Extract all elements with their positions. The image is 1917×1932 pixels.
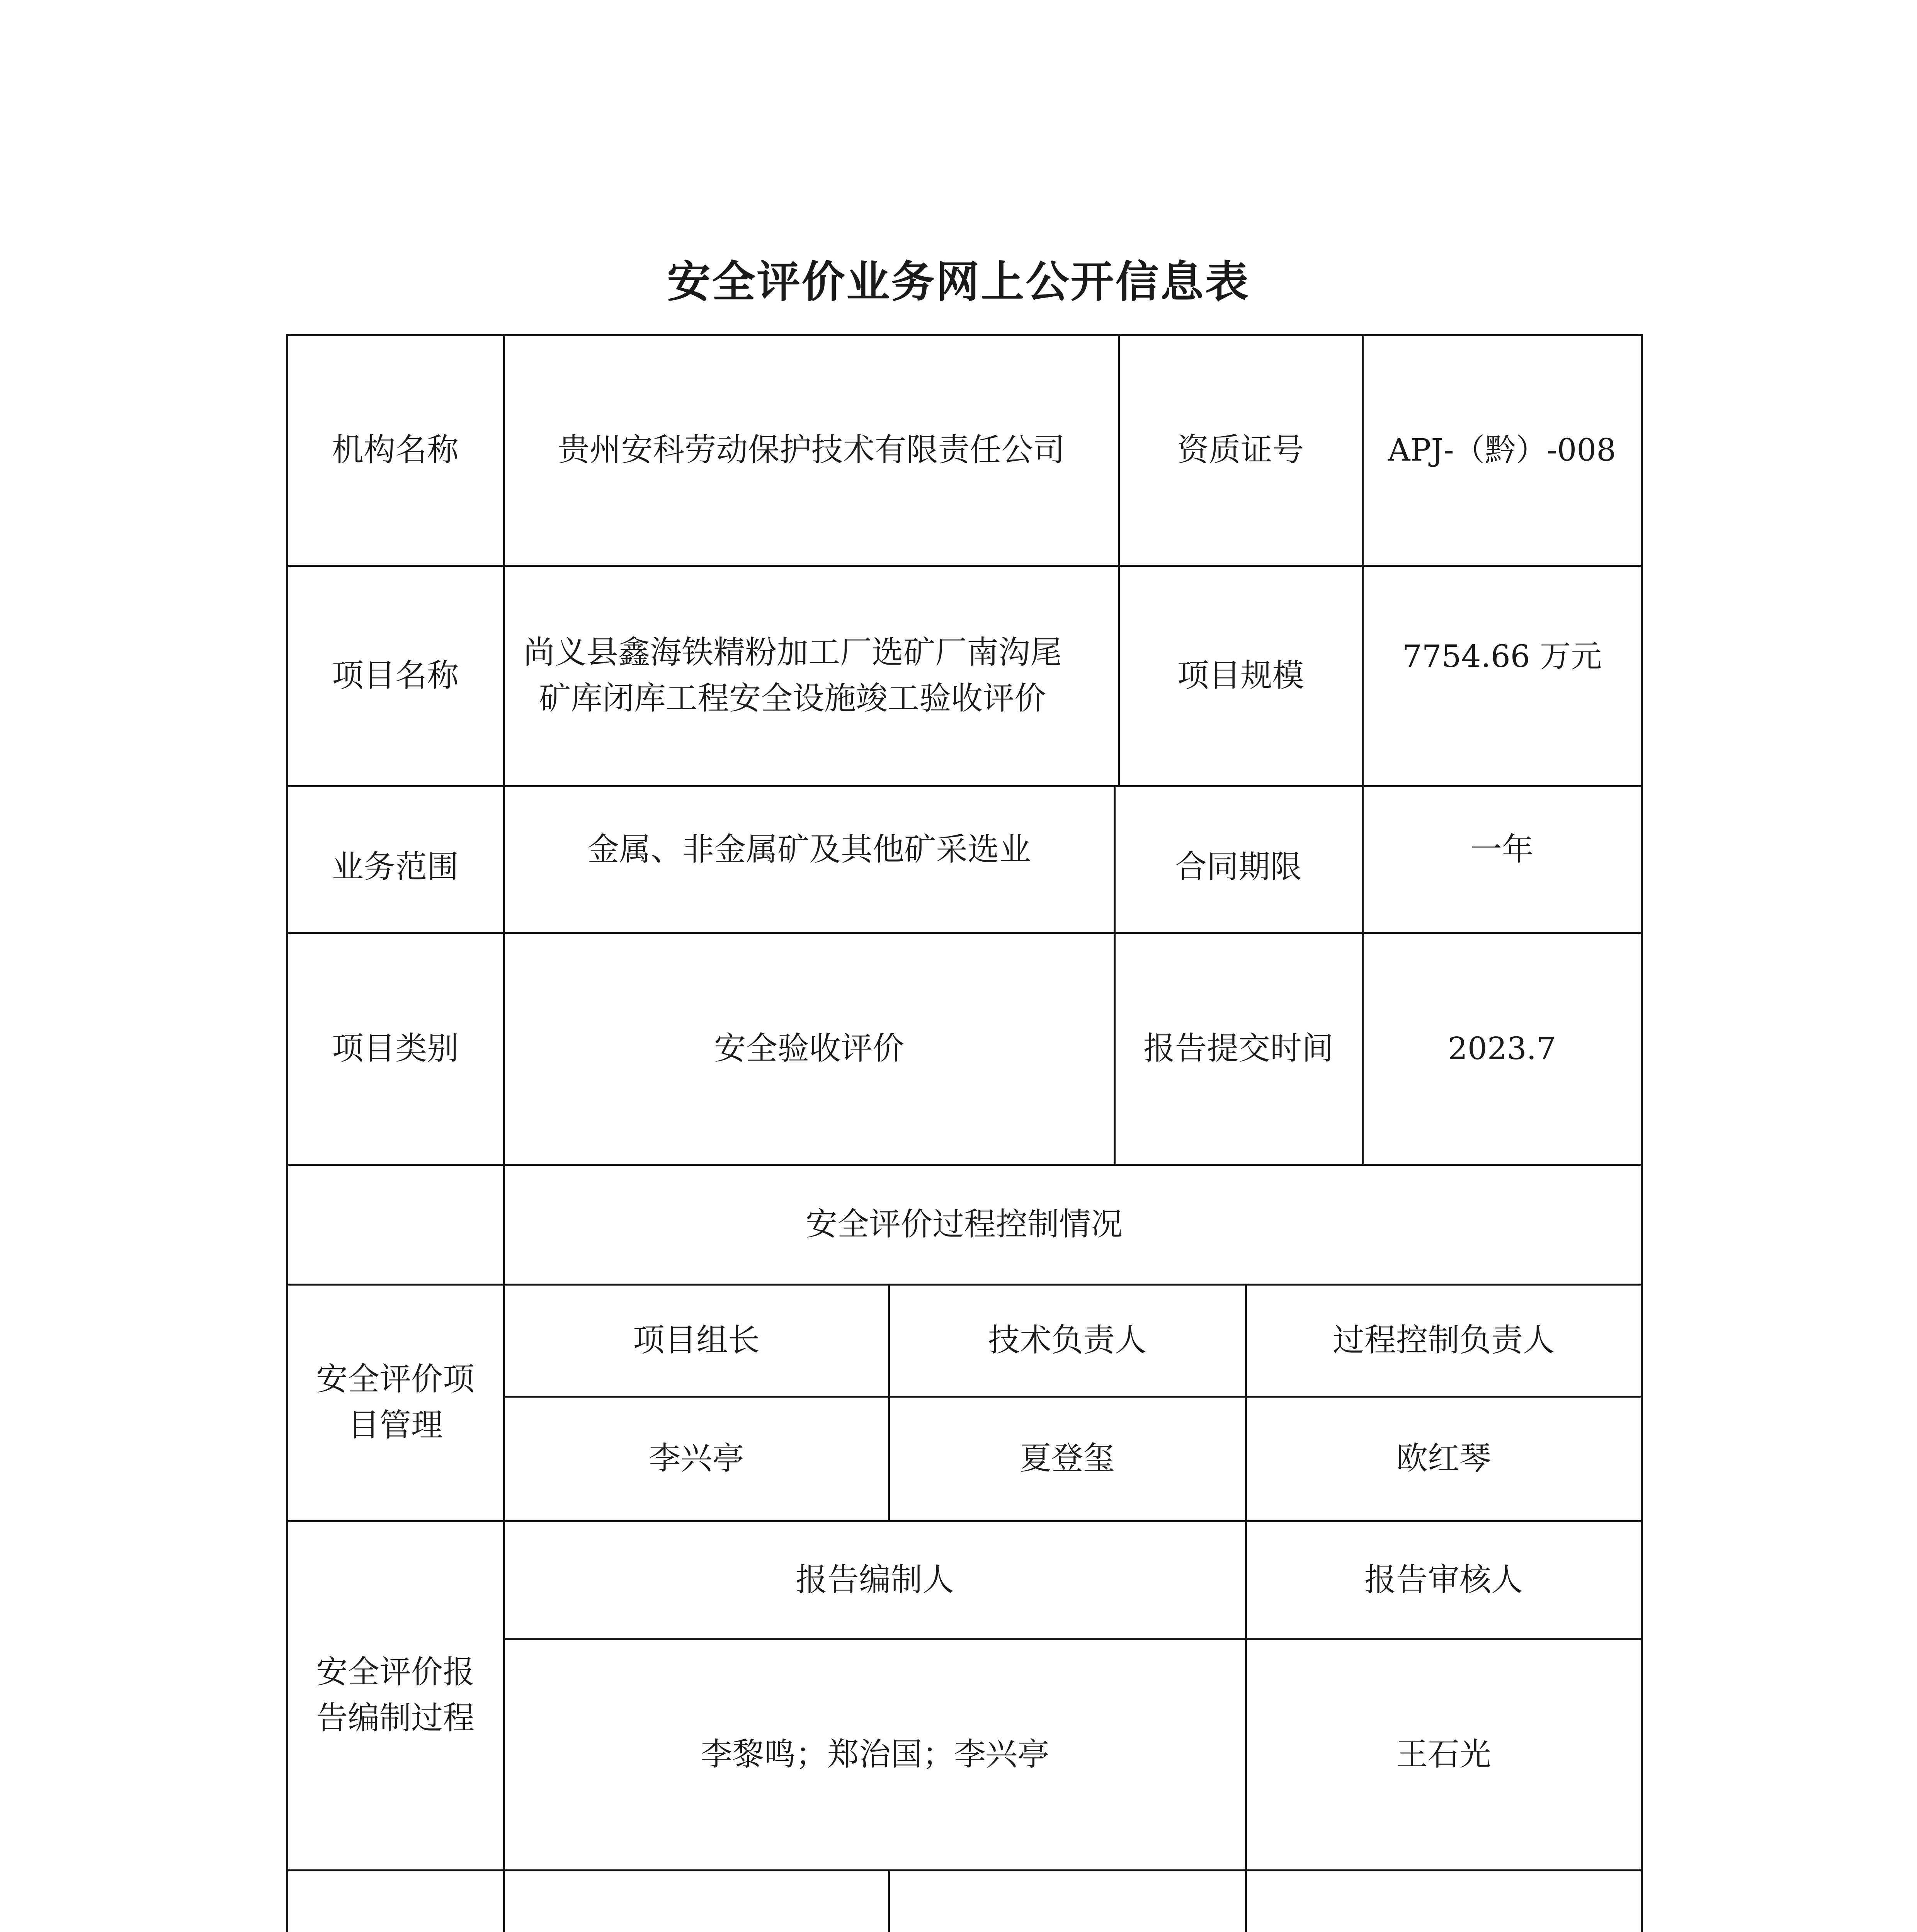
project-name-label: 项目名称 bbox=[332, 657, 459, 694]
report-author-value: 李黎鸣；郑治国；李兴亭 bbox=[700, 1736, 1049, 1773]
tech-lead-label: 技术负责人 bbox=[988, 1321, 1146, 1359]
row-divider bbox=[287, 1869, 1641, 1871]
team-leader-value: 李兴亭 bbox=[648, 1440, 744, 1477]
process-lead-value: 欧红琴 bbox=[1396, 1440, 1491, 1477]
row-divider bbox=[287, 1520, 1641, 1522]
report-process-label: 安全评价报 告编制过程 bbox=[316, 1654, 475, 1736]
row-divider bbox=[504, 1638, 1641, 1640]
business-scope-label: 业务范围 bbox=[332, 848, 459, 885]
contract-term-label: 合同期限 bbox=[1175, 848, 1302, 885]
row-divider bbox=[287, 785, 1641, 787]
report-reviewer-value: 王石光 bbox=[1396, 1736, 1491, 1773]
column-divider bbox=[1114, 786, 1116, 1165]
submit-time-label: 报告提交时间 bbox=[1143, 1030, 1334, 1067]
assessor-label bbox=[504, 1870, 889, 1932]
column-divider bbox=[888, 1284, 890, 1521]
row-divider bbox=[287, 565, 1641, 567]
engineer-label bbox=[889, 1870, 1246, 1932]
table-border-right bbox=[1641, 334, 1643, 1932]
row-divider bbox=[287, 1164, 1641, 1166]
column-divider bbox=[1118, 335, 1120, 787]
column-divider bbox=[1245, 1284, 1247, 1932]
process-section-title: 安全评价过程控制情况 bbox=[805, 1206, 1123, 1243]
table-border-left bbox=[286, 334, 288, 1932]
report-reviewer-label: 报告审核人 bbox=[1364, 1561, 1523, 1598]
management-label: 安全评价项 目管理 bbox=[316, 1361, 475, 1444]
cert-value: APJ-（黔）-008 bbox=[1388, 432, 1616, 468]
row-divider bbox=[504, 1396, 1641, 1398]
expert-label bbox=[1246, 1870, 1641, 1932]
scale-label: 项目规模 bbox=[1177, 657, 1304, 694]
team-leader-label: 项目组长 bbox=[633, 1321, 760, 1359]
project-name-value: 尚义县鑫海铁精粉加工厂选矿厂南沟尾 矿库闭库工程安全设施竣工验收评价 bbox=[523, 634, 1062, 717]
row-divider bbox=[287, 932, 1641, 934]
submit-time-value: 2023.7 bbox=[1448, 1031, 1556, 1066]
org-name-value: 贵州安科劳动保护技术有限责任公司 bbox=[558, 431, 1065, 468]
category-value: 安全验收评价 bbox=[714, 1030, 904, 1067]
column-divider bbox=[503, 335, 505, 1932]
participants-label bbox=[287, 1870, 504, 1932]
page-title: 安全评价业务网上公开信息表 bbox=[667, 257, 1250, 307]
cert-label: 资质证号 bbox=[1177, 431, 1304, 468]
tech-lead-value: 夏登玺 bbox=[1019, 1440, 1115, 1477]
contract-term-value: 一年 bbox=[1470, 831, 1534, 868]
column-divider bbox=[1362, 335, 1364, 1165]
table-border-top bbox=[287, 334, 1642, 336]
category-label: 项目类别 bbox=[332, 1030, 459, 1067]
report-author-label: 报告编制人 bbox=[795, 1561, 954, 1598]
business-scope-value: 金属、非金属矿及其他矿采选业 bbox=[587, 831, 1031, 868]
process-lead-label: 过程控制负责人 bbox=[1332, 1321, 1555, 1359]
org-name-label: 机构名称 bbox=[332, 431, 459, 468]
column-divider bbox=[888, 1870, 890, 1932]
row-divider bbox=[287, 1284, 1641, 1286]
scale-value: 7754.66 万元 bbox=[1402, 638, 1602, 674]
